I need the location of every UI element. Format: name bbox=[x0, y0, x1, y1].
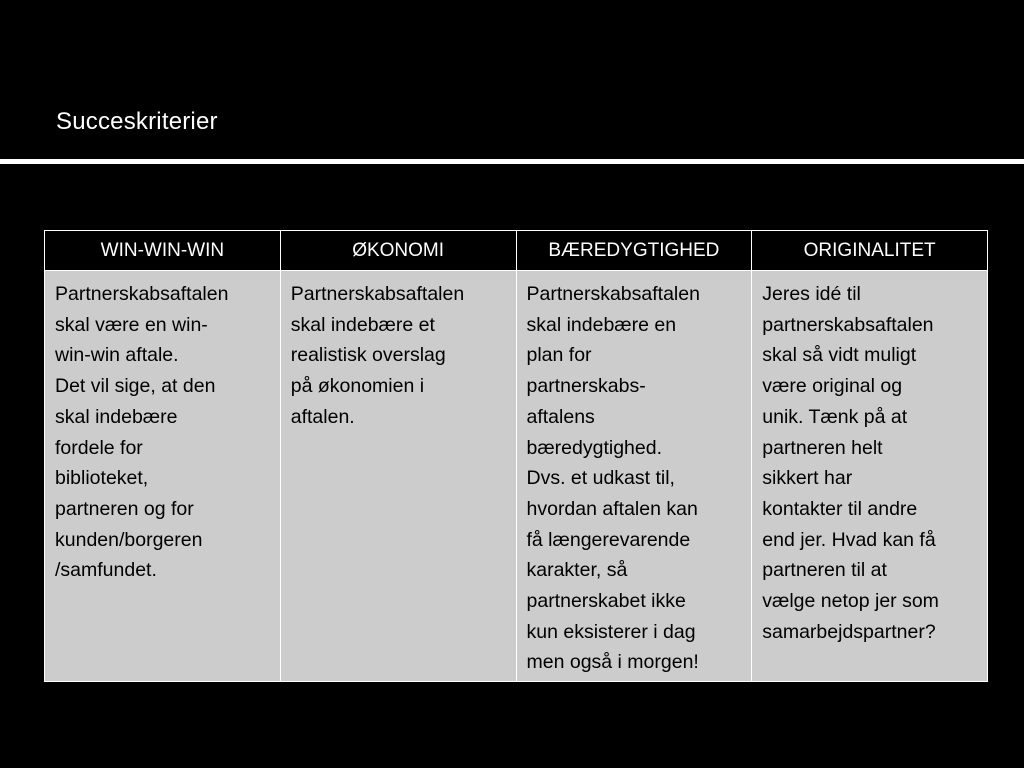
header-row bbox=[45, 231, 988, 271]
table-row bbox=[45, 271, 988, 682]
header-win-win-win: WIN-WIN-WIN bbox=[45, 231, 281, 271]
header-okonomi: ØKONOMI bbox=[280, 231, 516, 271]
title-divider bbox=[0, 159, 1024, 164]
criteria-table bbox=[44, 230, 988, 682]
slide-title: Succeskriterier bbox=[56, 108, 218, 135]
cell-baeredygtighed: Partnerskabsaftalen skal indebære en plan for partnerskabs- aftalens bæredygtighed. Dvs. et udkast til, hvordan aftalen kan få længerevarende karakter, så partnerskabet ikke kun eksisterer i dag men også i morgen! bbox=[516, 271, 752, 682]
cell-win-win-win: Partnerskabsaftalen skal være en win- win-win aftale. Det vil sige, at den skal indebære fordele for biblioteket, partneren og for kunden/borgeren /samfundet. bbox=[45, 271, 281, 682]
header-baeredygtighed: BÆREDYGTIGHED bbox=[516, 231, 752, 271]
cell-originalitet: Jeres idé til partnerskabsaftalen skal så vidt muligt være original og unik. Tænk på at partneren helt sikkert har kontakter til andre end jer. Hvad kan få partneren til at vælge netop jer som samarbejdspartner? bbox=[752, 271, 988, 682]
cell-okonomi: Partnerskabsaftalen skal indebære et realistisk overslag på økonomien i aftalen. bbox=[280, 271, 516, 682]
header-originalitet: ORIGINALITET bbox=[752, 231, 988, 271]
